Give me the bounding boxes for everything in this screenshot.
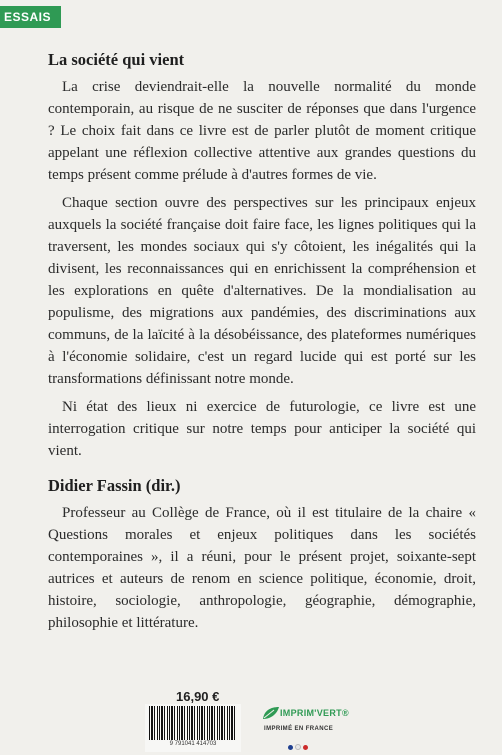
flag-dot-white xyxy=(295,744,301,750)
summary-paragraph-2: Chaque section ouvre des perspectives sur les principaux enjeux auxquels la société française doit faire face, les lignes politiques qui la traversent, les mondes sociaux qui s'y côtoient, les inégalités qui la divisent, les reconnaissances qui en enrichissent la compréhension et les explorations en quête d'alternatives. De la mondialisation au populisme, des migrations aux pandémies, des discriminations aux communs, de la laïcité à la désobéissance, des plateformes numériques à l'économie solidaire, c'est un regard lucide qui est porté sur les transformations définissant notre monde. xyxy=(48,195,476,387)
flag-dot-red xyxy=(303,745,308,750)
author-name: Didier Fassin (dir.) xyxy=(48,476,181,495)
imprime-en-france-label: IMPRIMÉ EN FRANCE xyxy=(264,726,334,732)
imprim-vert-label: IMPRIM'VERT® xyxy=(280,708,349,718)
series-badge: ESSAIS xyxy=(0,6,61,28)
price-label: 16,90 € xyxy=(176,689,220,704)
author-bio: Professeur au Collège de France, où il est titulaire de la chaire « Questions morales et enjeux politiques dans les sociétés contemporaines », il a réuni, pour le présent projet, soixante-sept autrices et auteurs de renom en science politique, économie, droit, histoire, sociologie, anthropologie, géographie, démographie, philosophie et littérature. xyxy=(48,505,476,631)
flag-dots xyxy=(288,737,310,755)
back-cover-footer xyxy=(0,688,502,753)
imprim-vert-logo xyxy=(262,706,349,748)
back-cover-text xyxy=(48,50,476,634)
flag-dot-blue xyxy=(288,745,293,750)
summary-paragraph-1: La crise deviendrait-elle la nouvelle normalité du monde contemporain, au risque de ne susciter de réponses que dans l'urgence ? Le choix fait dans ce livre est de parler plutôt de moment critique appelant une réflexion collective attentive aux grandes questions du temps présent comme prélude à d'autres formes de vie. xyxy=(48,79,476,183)
summary-paragraph-3: Ni état des lieux ni exercice de futurologie, ce livre est une interrogation critique sur notre temps pour anticiper la société qui vient. xyxy=(48,399,476,459)
leaf-icon xyxy=(262,706,280,720)
book-title: La société qui vient xyxy=(48,50,185,69)
barcode xyxy=(145,704,241,752)
barcode-bars xyxy=(149,706,237,740)
isbn-number: 9 791041 414703 xyxy=(169,741,217,747)
